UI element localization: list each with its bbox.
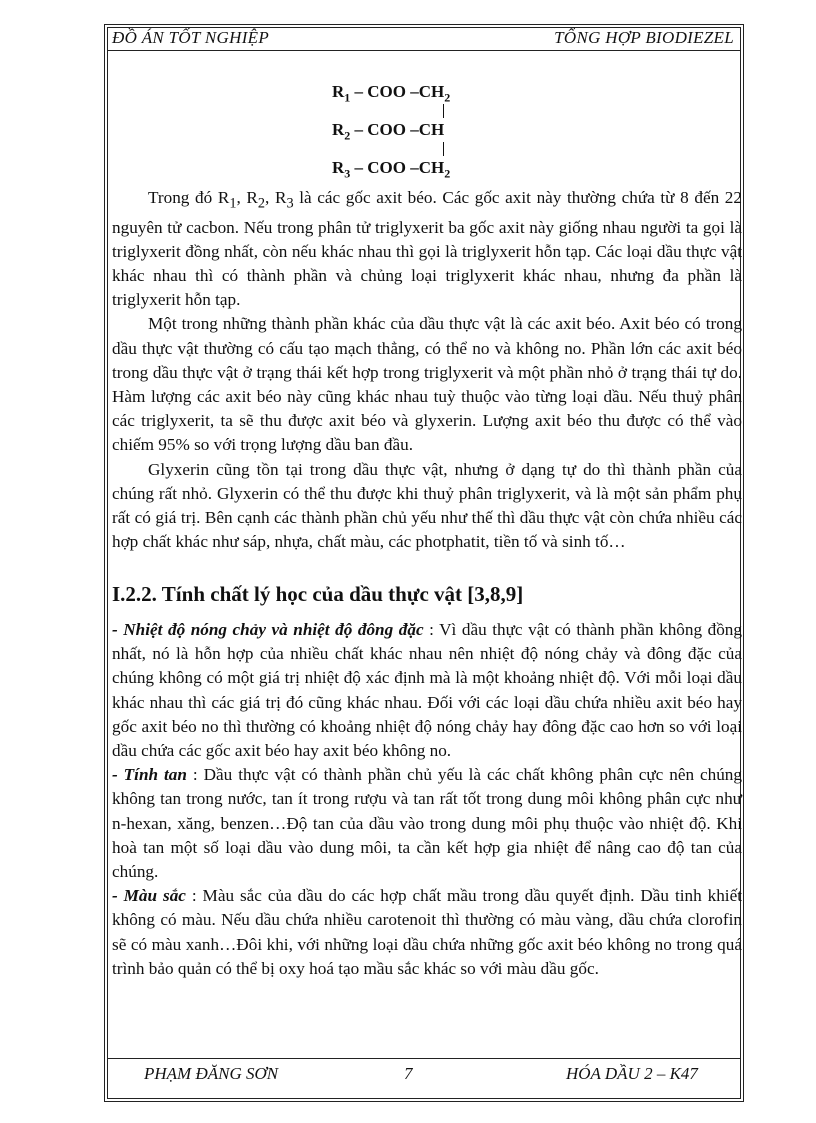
triglyceride-formula [332,82,502,182]
paragraph-2: Một trong những thành phần khác của dầu thực vật là các axit béo. Axit béo có trong dầu thực vật thường có cấu tạo mạch thẳng, có thể no và không no. Phần lớn các axit béo trong dầu thực vật ở trạng thái kết hợp trong triglyxerit và một phần nhỏ ở trạng thái tự do. Hàm lượng các axit béo này cũng khác nhau tuỳ thuộc vào từng loại dầu. Nếu thuỷ phân các triglyxerit, ta sẽ thu được axit béo và glyxerin. Lượng axit béo thu được có thể vào chiếm 95% so với trọng lượng dầu ban đầu. [112,314,742,455]
formula-bond-1 [443,104,444,118]
property-label: - Tính tan [112,765,187,785]
formula-bond-2 [443,142,444,156]
header-left: ĐỒ ÁN TỐT NGHIỆP [112,28,270,47]
property-label: - Màu sắc [112,886,186,906]
formula-line-2: $R_2$ – COO –CH [332,120,445,143]
property-solubility: - Tính tan : Dầu thực vật có thành phần chủ yếu là các chất không phân cực nên chúng không tan trong nước, tan ít trong rượu và tan rất tốt trong dung môi không phân cực như n-hexan, xăng, benzen…Độ tan của dầu vào trong dung môi phụ thuộc vào nhiệt độ. Khi hoà tan một số loại dầu vào dung môi, ta cần kết hợp gia nhiệt để nâng cao độ tan của chúng. [112,765,742,882]
footer-rule [108,1058,740,1059]
paragraph-1: Trong đó $R_1$, $R_2$, $R_3$ là các gốc axit béo. Các gốc axit này thường chứa từ 8 đến 22 nguyên tử cacbon. Nếu trong phân tử triglyxerit ba gốc axit này giống nhau người ta gọi là triglyxerit đồng nhất, còn nếu khác nhau thì gọi là triglyxerit hỗn tạp. Các loại dầu thực vật khác nhau thì có thành phần và chủng loại triglyxerit khác nhau, nhưng đa phần là triglyxerit hỗn tạp. [112,188,742,310]
header-rule [108,50,740,51]
body-text-bottom [112,618,742,981]
property-label: - Nhiệt độ nóng chảy và nhiệt độ đông đặc [112,620,424,639]
property-melting-point: - Nhiệt độ nóng chảy và nhiệt độ đông đặc : Vì dầu thực vật có thành phần không đồng nhất, nó là hỗn hợp của nhiều chất khác nhau nên nhiệt độ nóng chảy và đông đặc của chúng không có một giá trị nhiệt độ xác định mà là một khoảng nhiệt độ. Với mỗi loại dầu khác nhau thì các giá trị đó cũng khác nhau. Đối với các loại dầu chứa nhiều axit béo hay gốc axit béo no thì thường có khoảng nhiệt độ nóng chảy hay đông đặc cao hơn so với loại dầu chứa các gốc axit béo hay axit béo không no. [112,620,742,761]
section-heading: I.2.2. Tính chất lý học của dầu thực vật [3,8,9] [112,582,524,606]
footer-author: PHẠM ĐĂNG SƠN [144,1064,279,1083]
paragraph-3: Glyxerin cũng tồn tại trong dầu thực vật, nhưng ở dạng tự do thì thành phần của chúng rất nhỏ. Glyxerin có thể thu được khi thuỷ phân triglyxerit, và là một sản phẩm phụ rất có giá trị. Bên cạnh các thành phần chủ yếu như thế thì dầu thực vật còn chứa nhiều các hợp chất khác như sáp, nhựa, chất màu, các photphatit, tiền tố và sinh tố… [112,459,742,552]
page-number: 7 [404,1064,413,1083]
formula-line-3: $R_3$ – COO $-CH_2$ [332,158,451,181]
footer-class: HÓA DẦU 2 – K47 [566,1064,698,1083]
property-color: - Màu sắc : Màu sắc của dầu do các hợp chất mầu trong dầu quyết định. Dầu tinh khiết không có màu. Nếu dầu chứa nhiều carotenoit thì thường có màu vàng, dầu chứa clorofin sẽ có màu xanh…Đôi khi, với những loại dầu chứa những gốc axit béo không no trong quá trình bảo quản có thể bị oxy hoá tạo mầu sắc khác so với màu dầu gốc. [112,886,742,978]
formula-line-1: $R_1$ – COO $-CH_2$ [332,82,451,105]
body-text-top [112,186,742,554]
header-right: TỔNG HỢP BIODIEZEL [554,28,734,47]
